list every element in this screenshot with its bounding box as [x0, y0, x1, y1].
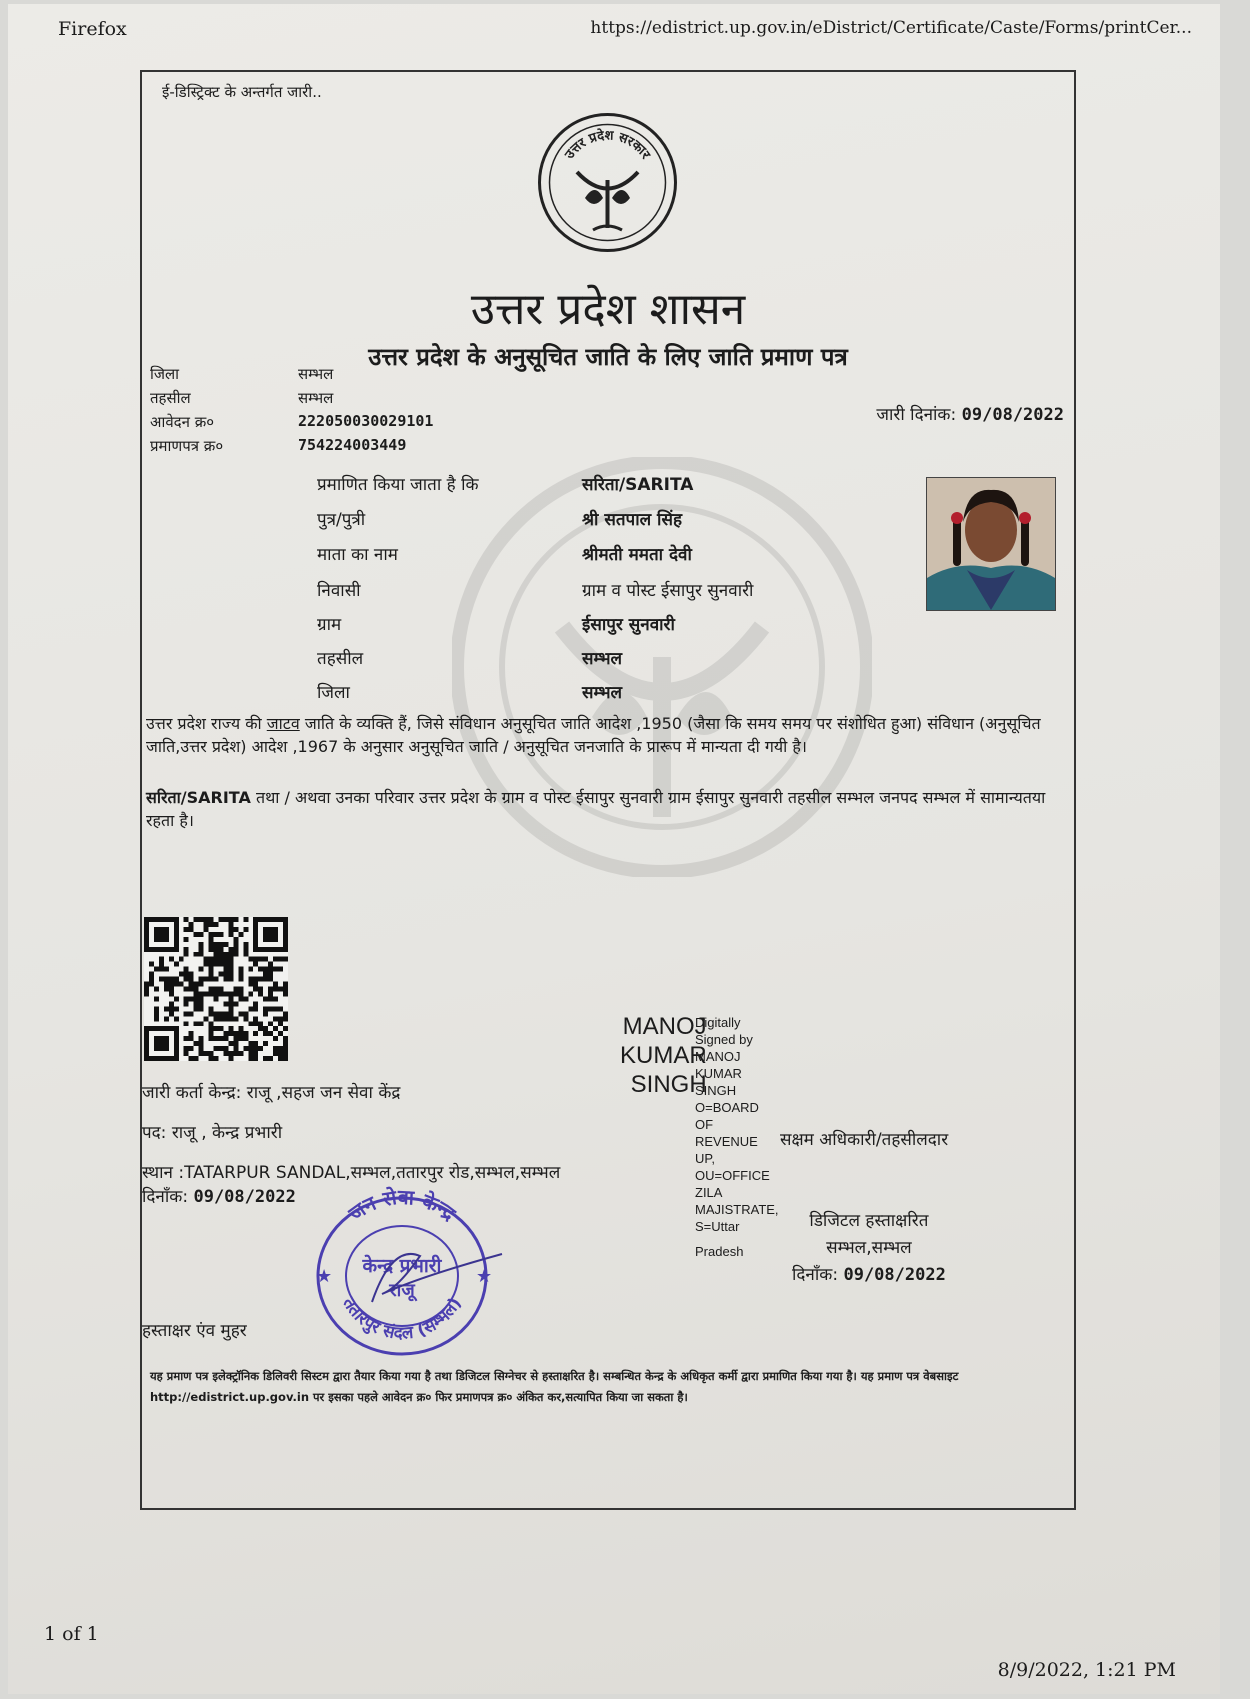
- issuer-date: [142, 1184, 296, 1207]
- svg-text:राजू: राजू: [389, 1280, 415, 1301]
- issue-date-label: जारी दिनांक:: [876, 405, 957, 425]
- meta-value: सम्भल: [298, 365, 334, 383]
- digitally-signed-date-label: दिनाँक:: [792, 1265, 839, 1285]
- signature-detail-line: OU=OFFICE: [695, 1168, 770, 1183]
- signature-detail-line: O=BOARD: [695, 1100, 759, 1115]
- digitally-signed-date-value: 09/08/2022: [843, 1265, 946, 1285]
- verification-footnote: यह प्रमाण पत्र इलेक्ट्रॉनिक डिलिवरी सिस्टम द्वारा तैयार किया गया है तथा डिजिटल सिग्नेचर से हस्ताक्षरित है। सम्बन्धित केन्द्र के अधिकृत कर्मी द्वारा प्रमाणित किया गया है। यह प्रमाण पत्र वेबसाइट http://edistrict.up.gov.in पर इसका पहले आवेदन क्र० फिर प्रमाणपत्र क्र० अंकित कर,सत्यापित किया जा सकता है।: [150, 1369, 959, 1404]
- signature-seal-label: हस्ताक्षर एंव मुहर: [142, 1321, 247, 1341]
- certificate-title: उत्तर प्रदेश के अनुसूचित जाति के लिए जाति प्रमाण पत्र: [368, 342, 848, 371]
- signature-detail-line: MAJISTRATE,: [695, 1202, 779, 1217]
- qr-code: [144, 917, 288, 1061]
- residence-statement-name: सरिता/SARITA: [146, 788, 251, 807]
- issuer-post: पद: राजू , केन्द्र प्रभारी: [142, 1123, 283, 1143]
- caste-name: जाटव: [266, 714, 300, 733]
- issuer-date-label: दिनाँक:: [142, 1187, 189, 1207]
- issuer-place: स्थान :TATARPUR SANDAL,सम्भल,ततारपुर रोड,सम्भल,सम्भल: [142, 1163, 561, 1183]
- svg-text:केन्द्र प्रभारी: केन्द्र प्रभारी: [362, 1255, 442, 1277]
- meta-value: 754224003449: [298, 436, 407, 454]
- certificate-frame: [140, 70, 1076, 1510]
- signature-detail-line: REVENUE: [695, 1134, 758, 1149]
- svg-text:जन सेवा केन्द्र: जन सेवा केन्द्र: [344, 1184, 461, 1226]
- svg-text:★: ★: [316, 1266, 333, 1287]
- issuer-date-value: 09/08/2022: [193, 1187, 296, 1207]
- digital-signature-details: [695, 1014, 779, 1260]
- caste-statement-body: जाति के व्यक्ति हैं, जिसे संविधान अनुसूचित जाति आदेश ,1950 (जैसा कि समय समय पर संशोधित हुआ) संविधान (अनुसूचित जाति,उत्तर प्रदेश) आदेश ,1967 के अनुसार अनुसूचित जाति / अनुसूचित जनजाति के प्रारूप में मान्यता दी गयी है।: [146, 714, 1041, 756]
- signature-detail-line: Pradesh: [695, 1244, 744, 1259]
- meta-value: 222050030029101: [298, 412, 434, 430]
- issue-date: [876, 402, 1064, 425]
- signature-detail-line: ZILA: [695, 1185, 723, 1200]
- signature-detail-line: S=Uttar: [695, 1219, 740, 1234]
- field-label-district: जिला: [317, 683, 350, 703]
- svg-text:ततारपुर संदल (सम्भल): ततारपुर संदल (सम्भल): [338, 1294, 466, 1344]
- digitally-signed-label: डिजिटल हस्ताक्षरित: [809, 1211, 929, 1231]
- field-value-mother: श्रीमती ममता देवी: [582, 545, 692, 565]
- applicant-photo: [926, 477, 1056, 611]
- portrait-image: [927, 478, 1055, 610]
- issued-under-label: ई-डिस्ट्रिक्ट के अन्तर्गत जारी..: [162, 83, 322, 101]
- signature-detail-line: SINGH: [695, 1083, 737, 1098]
- field-value-district: सम्भल: [582, 683, 623, 703]
- field-value-resident: ग्राम व पोस्ट ईसापुर सुनवारी: [582, 581, 754, 601]
- signature-detail-line: Signed by: [695, 1032, 753, 1047]
- page-url: https://edistrict.up.gov.in/eDistrict/Certificate/Caste/Forms/printCer...: [590, 18, 1192, 38]
- issuing-center: जारी कर्ता केन्द्र: राजू ,सहज जन सेवा केंद्र: [142, 1083, 401, 1103]
- center-seal-stamp: [302, 1184, 507, 1359]
- field-label-village: ग्राम: [317, 615, 342, 635]
- digitally-signed-date: [792, 1262, 946, 1289]
- field-label-mother: माता का नाम: [317, 545, 398, 565]
- field-label-child-of: पुत्र/पुत्री: [317, 510, 366, 530]
- page-count: 1 of 1: [44, 1623, 99, 1645]
- digitally-signed-block: [792, 1208, 946, 1289]
- field-label-resident: निवासी: [317, 581, 361, 601]
- signer-name-line: SINGH: [630, 1071, 707, 1098]
- government-title: उत्तर प्रदेश शासन: [470, 284, 746, 335]
- caste-statement: [146, 712, 1061, 758]
- svg-text:उत्तर प्रदेश सरकार: उत्तर प्रदेश सरकार: [562, 128, 653, 163]
- meta-label: जिला: [150, 365, 180, 383]
- field-value-village: ईसापुर सुनवारी: [582, 615, 675, 635]
- digital-signer-name: [620, 1012, 707, 1099]
- signer-name-line: KUMAR: [620, 1042, 707, 1069]
- field-value-father: श्री सतपाल सिंह: [582, 510, 682, 530]
- signature-detail-line: OF: [695, 1117, 714, 1132]
- field-label-tehsil: तहसील: [317, 649, 364, 669]
- printed-page: [8, 4, 1220, 1694]
- digitally-signed-place: सम्भल,सम्भल: [826, 1238, 912, 1258]
- field-label-certified-that: प्रमाणित किया जाता है कि: [317, 475, 479, 495]
- residence-statement-body: तथा / अथवा उनका परिवार उत्तर प्रदेश के ग्राम व पोस्ट ईसापुर सुनवारी ग्राम ईसापुर सुनवारी तहसील सम्भल जनपद सम्भल में सामान्यतया रहता है।: [146, 788, 1046, 830]
- browser-name: Firefox: [58, 18, 127, 40]
- signature-detail-line: Digitally: [695, 1015, 741, 1030]
- meta-label: प्रमाणपत्र क्र०: [150, 437, 224, 455]
- field-value-name: सरिता/SARITA: [582, 475, 694, 495]
- signer-name-line: MANOJ: [622, 1013, 707, 1040]
- issue-date-value: 09/08/2022: [961, 405, 1064, 425]
- residence-statement: [146, 786, 1061, 832]
- field-value-tehsil: सम्भल: [582, 649, 623, 669]
- signature-detail-line: UP,: [695, 1151, 715, 1166]
- meta-label: आवेदन क्र०: [150, 413, 215, 431]
- up-emblem-icon: [535, 110, 680, 255]
- signature-detail-line: MANOJ: [695, 1049, 741, 1064]
- caste-statement-intro: उत्तर प्रदेश राज्य की: [146, 714, 267, 733]
- signature-detail-line: KUMAR: [695, 1066, 742, 1081]
- svg-text:★: ★: [476, 1266, 493, 1287]
- meta-label: तहसील: [150, 389, 191, 407]
- meta-value: सम्भल: [298, 389, 334, 407]
- print-timestamp: 8/9/2022, 1:21 PM: [997, 1659, 1176, 1681]
- competent-authority: सक्षम अधिकारी/तहसीलदार: [780, 1130, 949, 1150]
